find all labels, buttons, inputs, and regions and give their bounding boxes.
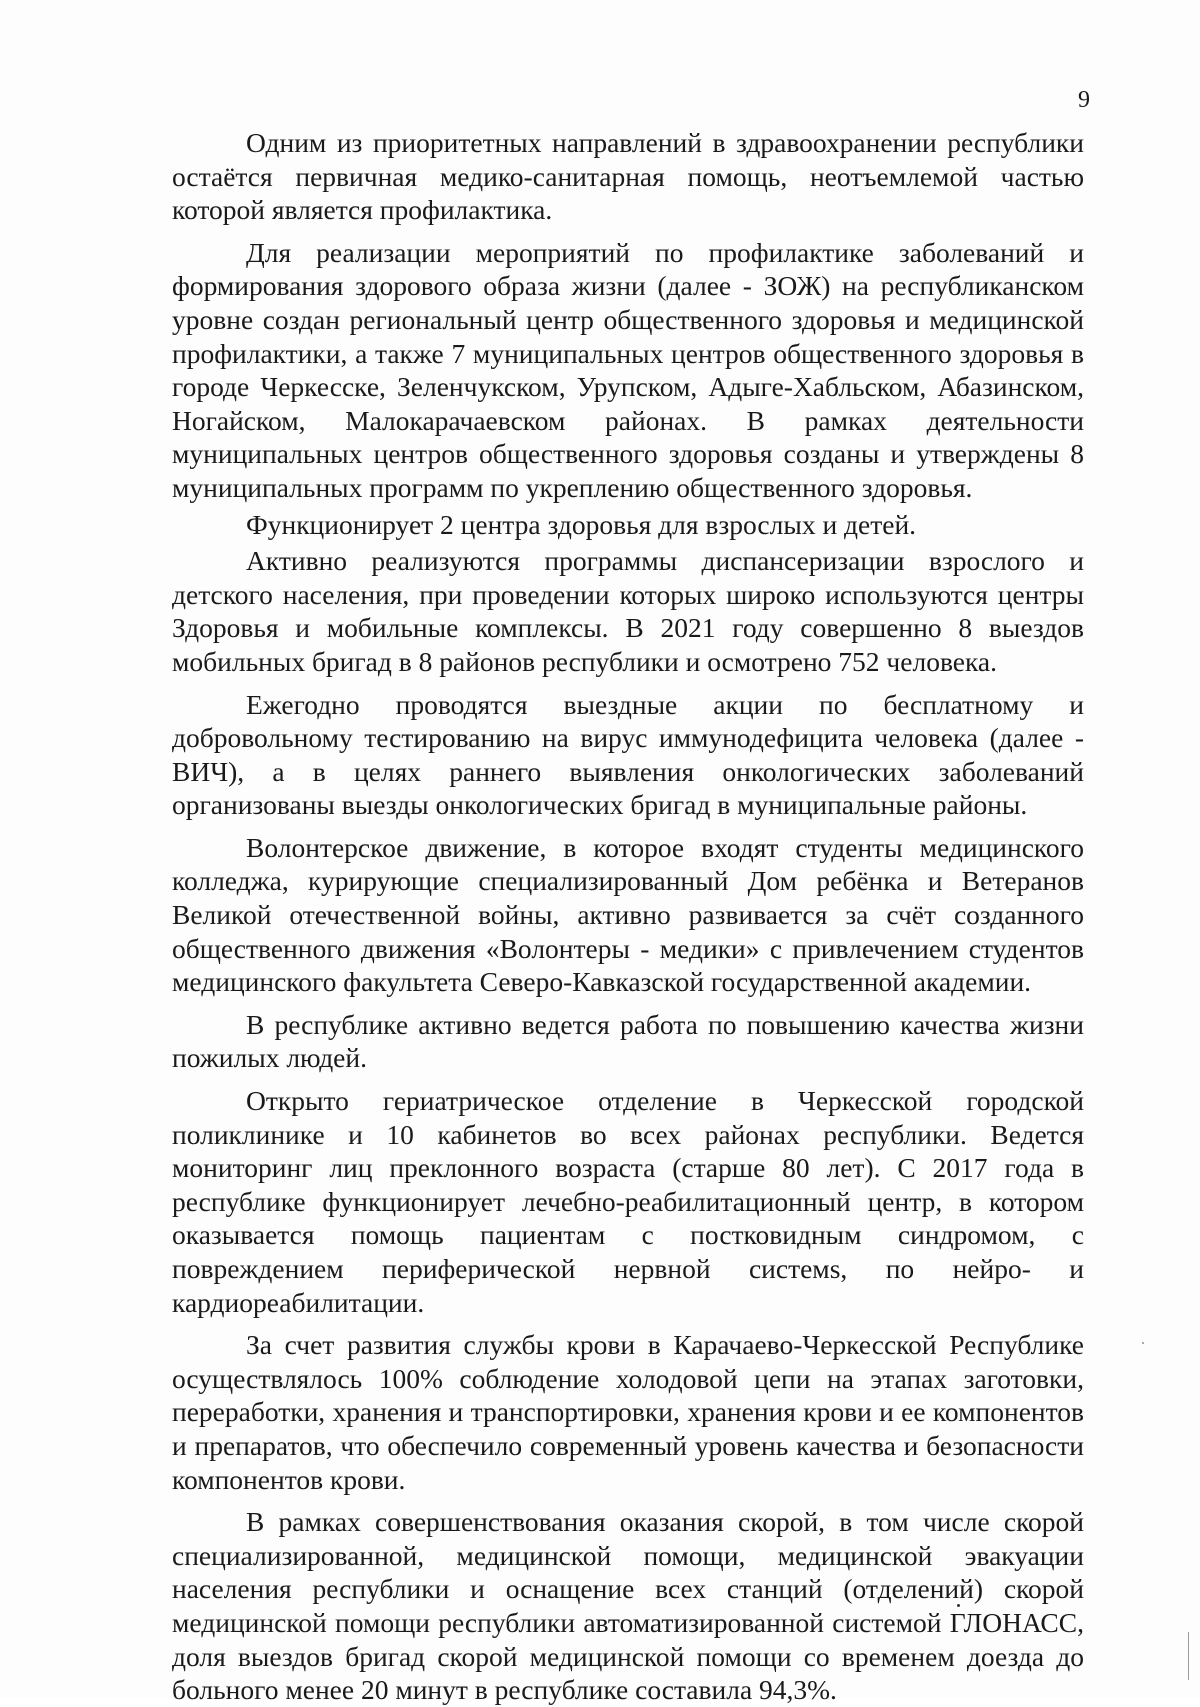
paragraph-ambulance: В рамках совершенствования оказания скорой, в том числе скорой специализированной, медицинской помощи, медицинской эвакуации населения республики и оснащение всех станций (отделений) скорой медицинской помощи республики автоматизированной системой ГЛОНАСС, доля выездов бригад скорой медицинской помощи со временем доезда до больного менее 20 минут в республике составила 94,3%. <box>172 1506 1084 1706</box>
paragraph-geriatrics: Открыто гериатрическое отделение в Черкесской городской поликлинике и 10 кабинетов во всех районах республики. Ведется мониторинг лиц преклонного возраста (старше 80 лет). С 2017 года в республике функционирует лечебно-реабилитационный центр, в котором оказывается помощь пациентам с постковидным синдромом, с повреждением периферической нервной системs, по нейро- и кардиореабилитации. <box>172 1085 1084 1318</box>
paragraph-volunteers: Волонтерское движение, в которое входят студенты медицинского колледжа, курирующие специализированный Дом ребёнка и Ветеранов Великой отечественной войны, активно развивается за счёт созданного общественного движения «Волонтеры - медики» с привлечением студентов медицинского факультета Северо-Кавказской государственной академии. <box>172 831 1084 998</box>
paragraph-health-centers-count: Функционирует 2 центра здоровья для взрослых и детей. <box>246 508 917 540</box>
paragraph-primary-care: Одним из приоритетных направлений в здравоохранении республики остаётся первичная медико-санитарная помощь, неотъемлемой частью которой является профилактика. <box>172 127 1084 226</box>
paragraph-health-centers: Для реализации мероприятий по профилактике заболеваний и формирования здорового образа жизни (далее - ЗОЖ) на республиканском уровне создан региональный центр общественного здоровья и медицинской профилактики, а также 7 муниципальных центров общественного здоровья в городе Черкесске, Зеленчукском, Урупском, Адыге-Хабльском, Абазинском, Ногайском, Малокарачаевском районах. В рамках деятельности муниципальных центров общественного здоровья созданы и утверждены 8 муниципальных программ по укреплению общественного здоровья. <box>172 236 1084 503</box>
scan-artifact-dot <box>957 1604 960 1607</box>
paragraph-elderly-quality: В республике активно ведется работа по повышению качества жизни пожилых людей. <box>172 1008 1084 1074</box>
document-body <box>172 126 1084 1707</box>
paragraph-dispensarization: Активно реализуются программы диспансеризации взрослого и детского населения, при проведении которых широко используются центры Здоровья и мобильные комплексы. В 2021 году совершенно 8 выездов мобильных бригад в 8 районов республики и осмотрено 752 человека. <box>172 545 1084 677</box>
scan-artifact-edge-line <box>1188 1632 1189 1680</box>
paragraph-hiv-testing: Ежегодно проводятся выездные акции по бесплатному и добровольному тестированию на вирус иммунодефицита человека (далее - ВИЧ), а в целях раннего выявления онкологических заболеваний организованы выезды онкологических бригад в муниципальные районы. <box>172 688 1084 821</box>
scan-artifact-speck <box>1142 1342 1144 1344</box>
page-number: 9 <box>1078 87 1090 113</box>
paragraph-blood-service: За счет развития службы крови в Карачаево-Черкесской Республике осуществлялось 100% соблюдение холодовой цепи на этапах заготовки, переработки, хранения и транспортировки, хранения крови и ее компонентов и препаратов, что обеспечило современный уровень качества и безопасности компонентов крови. <box>172 1329 1084 1495</box>
